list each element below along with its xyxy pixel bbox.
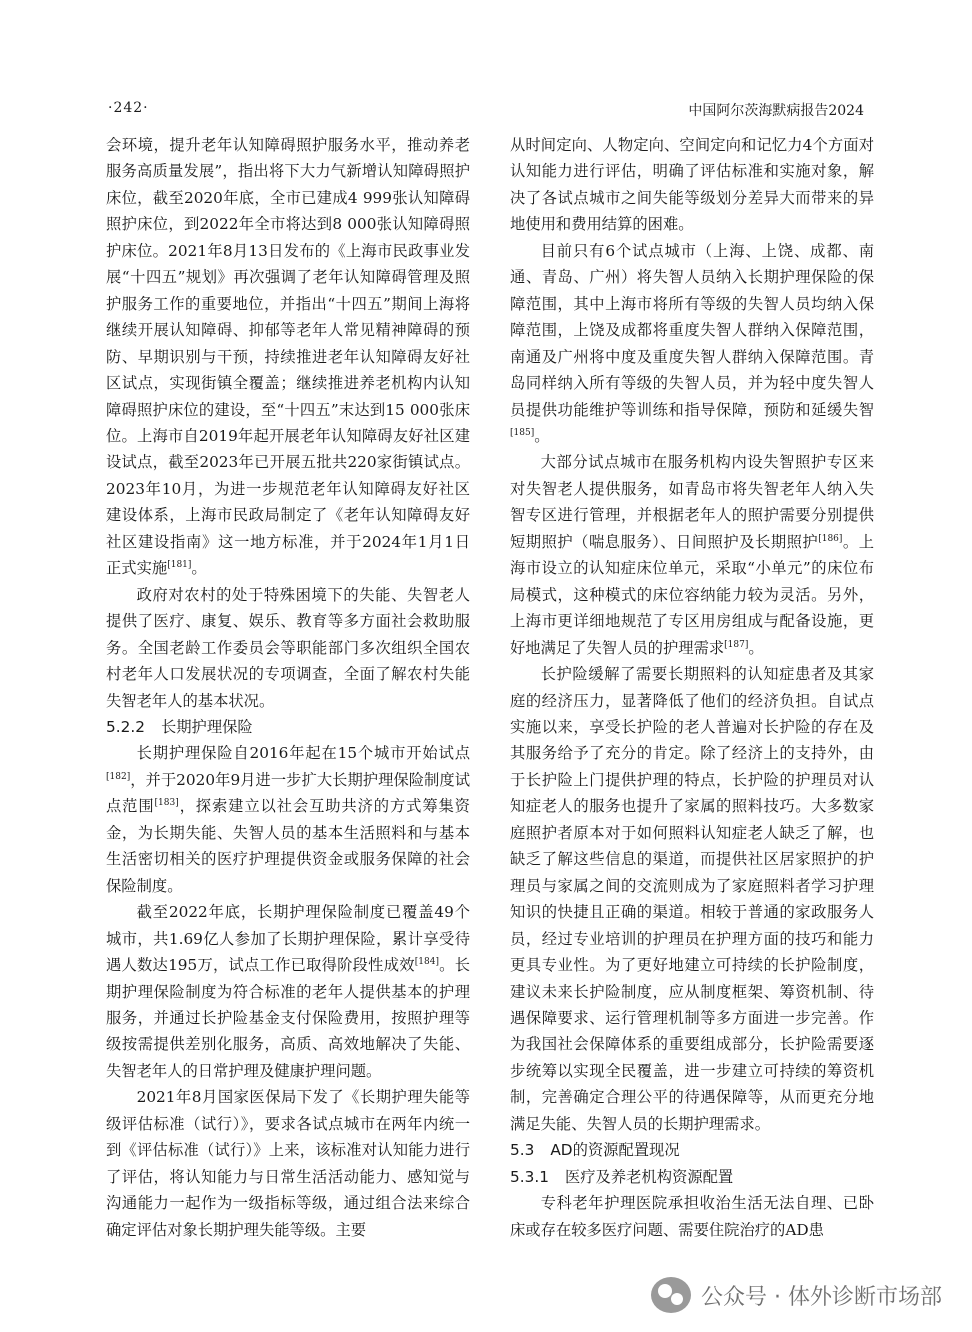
- running-header: 中国阿尔茨海默病报告2024: [688, 103, 864, 119]
- paragraph: 会环境，提升老年认知障碍照护服务水平，推动养老服务高质量发展”，指出将下大力气新增认知障碍照护床位，截至2020年底，全市已建成4 999张认知障碍照护床位，到2022年全市将达到8 000张认知障碍照护床位。2021年8月13日发布的《上海市民政事业发展“十四五”规划》再次强调了老年认知障碍管理及照护服务工作的重要地位，并指出“十四五”期间上海将继续开展认知障碍、抑郁等老年人常见精神障碍的预防、早期识别与干预，持续推进老年认知障碍友好社区试点，实现街镇全覆盖；继续推进养老机构内认知障碍照护床位的建设，至“十四五”末达到15 000张床位。上海市自2019年起开展老年认知障碍友好社区建设试点，截至2023年已开展五批共220家街镇试点。2023年10月，为进一步规范老年认知障碍友好社区建设体系，上海市民政局制定了《老年认知障碍友好社区建设指南》这一地方标准，并于2024年1月1日正式实施[181]。: [106, 136, 470, 578]
- citation[interactable]: [187]: [724, 639, 749, 650]
- paragraph: 大部分试点城市在服务机构内设失智照护专区来对失智老人提供服务，如青岛市将失智老年人纳入失智专区进行管理，并根据老年人的照护需要分别提供短期照护（喘息服务）、日间照护及长期照护[186]。上海市设立的认知症床位单元，采取“小单元”的床位布局模式，这种模式的床位容纳能力较为灵活。另外，上海市更详细地规范了专区用房组成与配备设施，更好地满足了失智人员的护理需求[187]。: [510, 453, 874, 657]
- right-column: [510, 132, 874, 1243]
- watermark: [651, 1277, 942, 1313]
- citation[interactable]: [182]: [106, 771, 131, 782]
- citation[interactable]: [183]: [154, 798, 179, 809]
- citation[interactable]: [184]: [414, 957, 439, 968]
- page-number: ·242·: [108, 100, 149, 116]
- paragraph: 长期护理保险自2016年起在15个城市开始试点[182]，并于2020年9月进一步扩大长期护理保险制度试点范围[183]，探索建立以社会互助共济的方式筹集资金，为长期失能、失智人员的基本生活照料和与基本生活密切相关的医疗护理提供资金或服务保障的社会保险制度。: [106, 744, 470, 895]
- section-heading-5-2-2: 5.2.2 长期护理保险: [106, 717, 253, 736]
- paragraph: 截至2022年底，长期护理保险制度已覆盖49个城市，共1.69亿人参加了长期护理保险，累计享受待遇人数达195万，试点工作已取得阶段性成效[184]。长期护理保险制度为符合标准的老年人提供基本的护理服务，并通过长护险基金支付保险费用，按照护理等级按需提供差别化服务，高质、高效地解决了失能、失智老年人的日常护理及健康护理问题。: [106, 903, 470, 1080]
- paragraph: 目前只有6个试点城市（上海、上饶、成都、南通、青岛、广州）将失智人员纳入长期护理保险的保障范围，其中上海市将所有等级的失智人员均纳入保障范围，上饶及成都将重度失智人群纳入保障范围，南通及广州将中度及重度失智人群纳入保障范围。青岛同样纳入所有等级的失智人员，并为轻中度失智人员提供功能维护等训练和指导保障，预防和延缓失智[185]。: [510, 241, 874, 445]
- paragraph: 2021年8月国家医保局下发了《长期护理失能等级评估标准（试行）》，要求各试点城市在两年内统一到《评估标准（试行）》上来，该标准对认知能力进行了评估，将认知能力与日常生活活动能力、感知觉与沟通能力一起作为一级指标等级，通过组合法来综合确定评估对象长期护理失能等级。主要: [106, 1088, 470, 1239]
- citation[interactable]: [181]: [167, 560, 192, 571]
- left-column: [106, 132, 470, 1243]
- wechat-icon: [651, 1277, 691, 1313]
- paragraph: 长护险缓解了需要长期照料的认知症患者及其家庭的经济压力，显著降低了他们的经济负担。自试点实施以来，享受长护险的老人普遍对长护险的存在及其服务给予了充分的肯定。除了经济上的支持外，由于长护险上门提供护理的特点，长护险的护理员对认知症老人的服务也提升了家属的照料技巧。大多数家庭照护者原本对于如何照料认知症老人缺乏了解，也缺乏了解这些信息的渠道，而提供社区居家照护的护理员与家属之间的交流则成为了家庭照料者学习护理知识的快捷且正确的渠道。相较于普通的家政服务人员，经过专业培训的护理员在护理方面的技巧和能力更具专业性。为了更好地建立可持续的长护险制度，建议未来长护险制度，应从制度框架、筹资机制、待遇保障要求、运行管理机制等多方面进一步完善。作为我国社会保障体系的重要组成部分，长护险需要逐步统筹以实现全民覆盖，进一步建立可持续的筹资机制，完善确定合理公平的待遇保障等，从而更充分地满足失能、失智人员的长期护理需求。: [510, 665, 874, 1133]
- paragraph: 政府对农村的处于特殊困境下的失能、失智老人提供了医疗、康复、娱乐、教育等多方面社会救助服务。全国老龄工作委员会等职能部门多次组织全国农村老年人口发展状况的专项调查，全面了解农村失能失智老年人的基本状况。: [106, 585, 470, 710]
- watermark-text: 公众号 · 体外诊断市场部: [701, 1284, 942, 1310]
- paragraph: 从时间定向、人物定向、空间定向和记忆力4个方面对认知能力进行评估，明确了评估标准和实施对象，解决了各试点城市之间失能等级划分差异大而带来的异地使用和费用结算的困难。: [510, 136, 874, 234]
- section-heading-5-3: 5.3 AD的资源配置现况: [510, 1141, 680, 1160]
- section-heading-5-3-1: 5.3.1 医疗及养老机构资源配置: [510, 1167, 734, 1186]
- citation[interactable]: [185]: [510, 427, 535, 438]
- citation[interactable]: [186]: [818, 533, 843, 544]
- paragraph: 专科老年护理医院承担收治生活无法自理、已卧床或存在较多医疗问题、需要住院治疗的AD患: [510, 1194, 874, 1239]
